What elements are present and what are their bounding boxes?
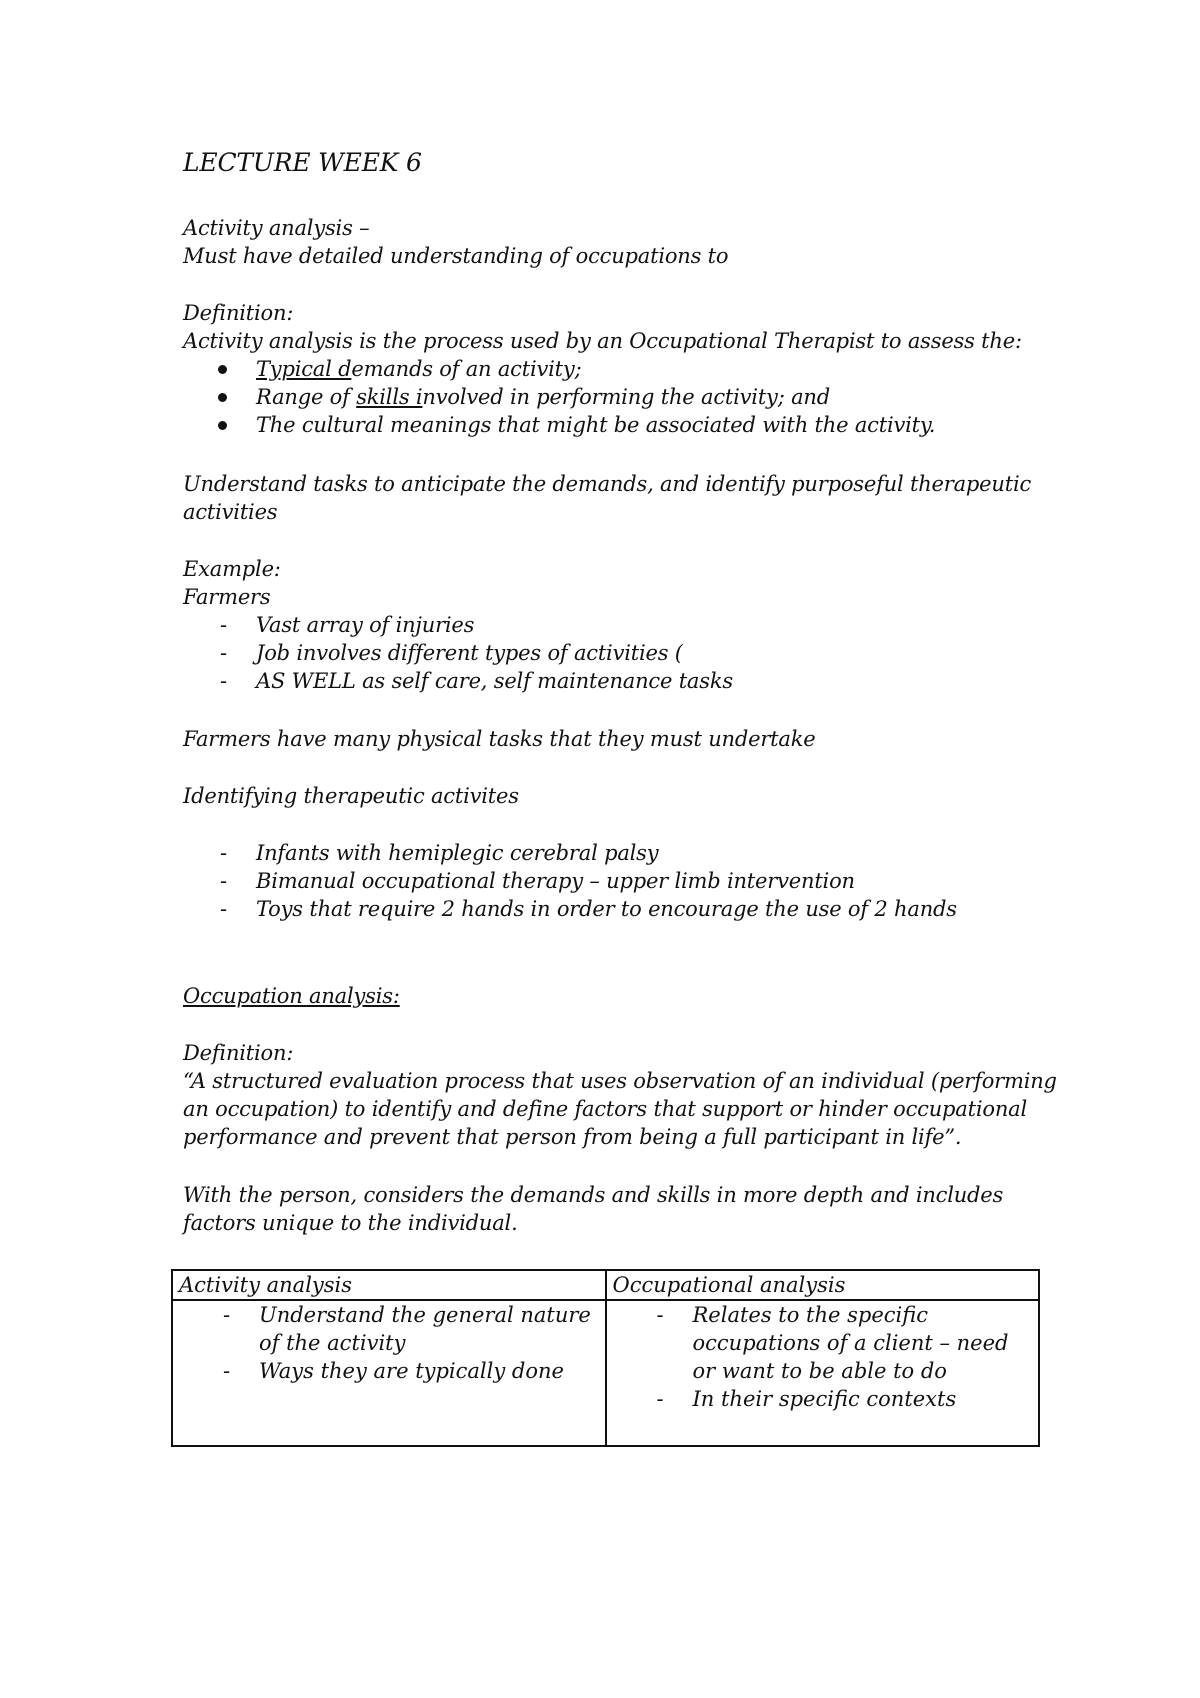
bullet-item: The cultural meanings that might be associated with the activity. (256, 413, 936, 437)
bullet-dot (218, 365, 227, 374)
dash-marker: - (220, 641, 228, 665)
cell-list-item: - Understand the general nature of the activity (223, 1303, 591, 1355)
definition-text: Activity analysis is the process used by an Occupational Therapist to assess the: (183, 329, 1022, 353)
activity-heading: Activity analysis – (183, 216, 370, 240)
list-item: Infants with hemiplegic cerebral palsy (256, 841, 659, 865)
example-label: Example: (183, 557, 281, 581)
quote-line: performance and prevent that person from being a full participant in life”. (183, 1125, 962, 1149)
dash-marker: - (656, 1303, 664, 1327)
table-header-cell: Occupational analysis (606, 1270, 1040, 1300)
comparison-table (171, 1269, 1040, 1447)
person-line: factors unique to the individual. (183, 1211, 518, 1235)
example-summary: Farmers have many physical tasks that they must undertake (183, 727, 816, 751)
activity-subheading: Must have detailed understanding of occupations to (183, 244, 729, 268)
list-item: Toys that require 2 hands in order to encourage the use of 2 hands (256, 897, 957, 921)
therapeutic-heading: Identifying therapeutic activites (183, 784, 519, 808)
cell-list-item: - Ways they are typically done (223, 1359, 564, 1383)
person-line: With the person, considers the demands and skills in more depth and includes (183, 1183, 1004, 1207)
quote-line: “A structured evaluation process that uses observation of an individual (performing (183, 1069, 1057, 1093)
dash-marker: - (220, 869, 228, 893)
table-header-cell: Activity analysis (172, 1270, 606, 1300)
quote-line: an occupation) to identify and define factors that support or hinder occupational (183, 1097, 1027, 1121)
definition-label: Definition: (183, 301, 294, 325)
list-item: Bimanual occupational therapy – upper limb intervention (256, 869, 855, 893)
dash-marker: - (220, 613, 228, 637)
dash-marker: - (220, 841, 228, 865)
table-cell (172, 1300, 606, 1446)
occupation-definition-label: Definition: (183, 1041, 294, 1065)
understand-text-line1: Understand tasks to anticipate the demands, and identify purposeful therapeutic (183, 472, 1032, 496)
bullet-item: Range of skills involved in performing the activity; and (256, 385, 830, 409)
example-group: Farmers (183, 585, 271, 609)
bullet-item: Typical demands of an activity; (256, 357, 582, 381)
occupation-heading: Occupation analysis: (183, 984, 400, 1008)
list-item: AS WELL as self care, self maintenance tasks (256, 669, 733, 693)
table-header-row (172, 1270, 1039, 1300)
dash-marker: - (223, 1359, 231, 1383)
cell-list-item: - Relates to the specific occupations of a client – need or want to be able to do (656, 1303, 1009, 1383)
list-item: Job involves different types of activities ( (256, 641, 683, 665)
dash-marker: - (223, 1303, 231, 1327)
dash-marker: - (656, 1387, 664, 1411)
page-title: LECTURE WEEK 6 (183, 148, 422, 177)
dash-marker: - (220, 669, 228, 693)
table-cell (606, 1300, 1040, 1446)
list-item: Vast array of injuries (256, 613, 475, 637)
understand-text-line2: activities (183, 500, 278, 524)
table-row (172, 1300, 1039, 1446)
dash-marker: - (220, 897, 228, 921)
bullet-dot (218, 421, 227, 430)
bullet-dot (218, 393, 227, 402)
cell-list-item: - In their specific contexts (656, 1387, 957, 1411)
